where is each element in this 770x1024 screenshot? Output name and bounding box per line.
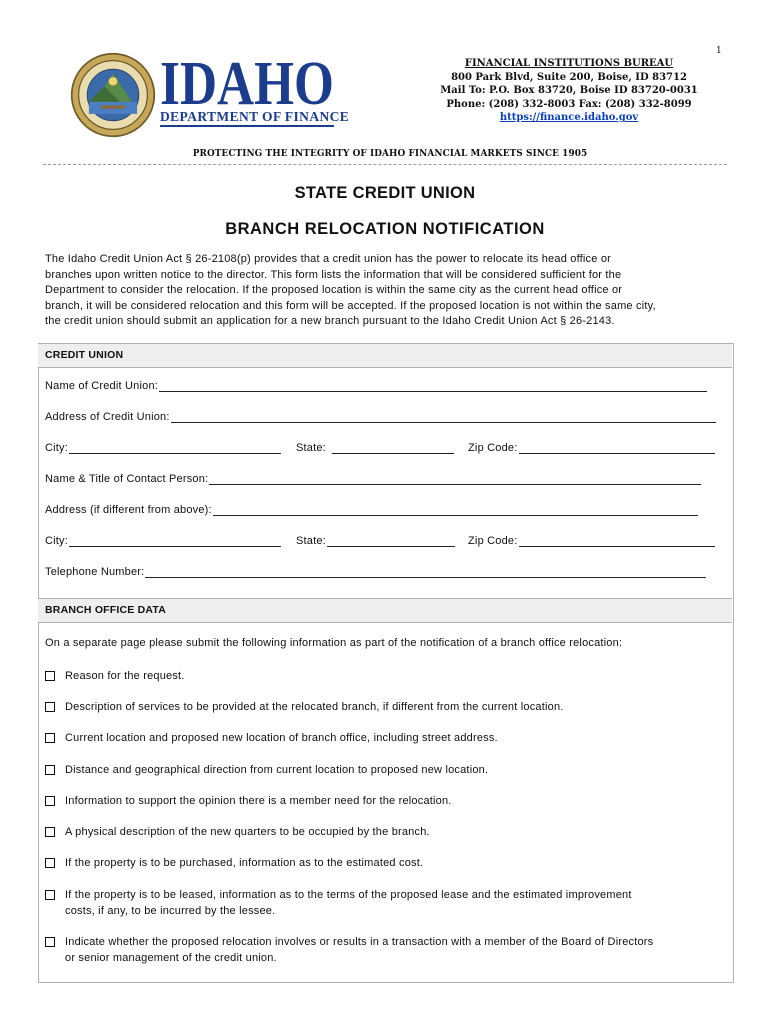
checkbox-icon[interactable]	[45, 858, 55, 868]
checklist-item-text-continued: or senior management of the credit union.	[65, 952, 277, 964]
bureau-title: FINANCIAL INSTITUTIONS BUREAU	[464, 58, 674, 69]
credit-union-address-field[interactable]	[45, 411, 716, 423]
alt-address-field[interactable]	[45, 504, 698, 516]
credit-union-name-line[interactable]	[159, 382, 707, 392]
intro-line: The Idaho Credit Union Act § 26-2108(p) provides that a credit union has the power to relocate its head office or	[45, 253, 611, 265]
state2-line[interactable]	[327, 537, 455, 547]
alt-address-line[interactable]	[213, 506, 698, 516]
zip-code2-line[interactable]	[519, 537, 715, 547]
checklist-item-text: If the property is to be purchased, information as to the estimated cost.	[65, 857, 424, 869]
intro-paragraph	[45, 252, 735, 330]
city-field[interactable]	[45, 442, 281, 454]
bureau-website-link[interactable]: https://finance.idaho.gov	[499, 112, 639, 124]
city2-field[interactable]	[45, 535, 281, 547]
checkbox-icon[interactable]	[45, 765, 55, 775]
checkbox-icon[interactable]	[45, 827, 55, 837]
intro-line: branch, it will be considered relocation and this form will be accepted. If the proposed location is not within the same city,	[45, 299, 656, 312]
form-title-line1: STATE CREDIT UNION	[294, 184, 476, 202]
checklist-item	[45, 855, 725, 871]
zip-code2-field[interactable]	[468, 535, 715, 547]
telephone-field[interactable]	[45, 566, 706, 578]
checklist-item	[45, 793, 725, 809]
city2-label: City:	[45, 535, 68, 547]
city2-line[interactable]	[69, 537, 281, 547]
checklist-item	[45, 730, 725, 746]
city-line[interactable]	[69, 444, 281, 454]
credit-union-address-label: Address of Credit Union:	[45, 411, 170, 423]
checklist-item	[45, 887, 725, 919]
state2-field[interactable]	[296, 535, 455, 547]
contact-person-label: Name & Title of Contact Person:	[45, 473, 209, 485]
checklist-item-text-continued: costs, if any, to be incurred by the lessee.	[65, 905, 276, 917]
checkbox-icon[interactable]	[45, 671, 55, 681]
state-field[interactable]	[296, 442, 454, 454]
checklist-item	[45, 668, 725, 684]
bureau-street-address: 800 Park Blvd, Suite 200, Boise, ID 83712	[451, 71, 687, 83]
credit-union-address-line[interactable]	[171, 413, 716, 423]
credit-union-name-label: Name of Credit Union:	[45, 380, 159, 392]
checkbox-icon[interactable]	[45, 796, 55, 806]
checkbox-icon[interactable]	[45, 733, 55, 743]
form-title-line2: BRANCH RELOCATION NOTIFICATION	[225, 220, 545, 238]
checklist-item	[45, 824, 725, 840]
checklist-item-text: Reason for the request.	[65, 670, 185, 682]
checklist-item-text: Current location and proposed new location of branch office, including street address.	[65, 732, 498, 744]
zip-code-label: Zip Code:	[468, 442, 518, 454]
city-label: City:	[45, 442, 68, 454]
checklist-item-text: Distance and geographical direction from current location to proposed new location.	[65, 764, 489, 776]
checklist-item-text: Information to support the opinion there is a member need for the relocation.	[65, 795, 452, 807]
telephone-label: Telephone Number:	[45, 566, 145, 578]
checklist-item	[45, 762, 725, 778]
intro-line: the credit union should submit an application for a new branch pursuant to the Idaho Credit Union Act § 26-2143.	[45, 315, 615, 328]
telephone-line[interactable]	[145, 568, 706, 578]
department-name: DEPARTMENT OF FINANCE	[160, 109, 350, 124]
zip-code-line[interactable]	[519, 444, 715, 454]
checkbox-icon[interactable]	[45, 937, 55, 947]
credit-union-name-field[interactable]	[45, 380, 707, 392]
state-line[interactable]	[332, 444, 454, 454]
intro-line: Department to consider the relocation. If the proposed location is within the same city as the current head office or	[45, 284, 623, 297]
contact-person-line[interactable]	[209, 475, 701, 485]
bureau-phone-fax: Phone: (208) 332-8003 Fax: (208) 332-8099	[446, 98, 692, 110]
idaho-state-seal-icon	[70, 52, 156, 138]
state2-label: State:	[296, 535, 326, 547]
intro-line: branches upon written notice to the director. This form lists the information that will be considered sufficient for the	[45, 268, 622, 281]
page-number: 1	[716, 46, 722, 56]
bureau-address-block	[430, 57, 708, 125]
zip-code-field[interactable]	[468, 442, 715, 454]
checklist-item-text: A physical description of the new quarters to be occupied by the branch.	[65, 826, 430, 838]
contact-person-field[interactable]	[45, 473, 701, 485]
bureau-mailing-address: Mail To: P.O. Box 83720, Boise ID 83720-0031	[440, 85, 698, 97]
state-label: State:	[296, 442, 326, 454]
checklist-item-text: If the property is to be leased, information as to the terms of the proposed lease and the estimated improvement	[65, 889, 632, 901]
branch-instruction: On a separate page please submit the following information as part of the notification of a branch office relocation:	[45, 637, 623, 649]
zip-code2-label: Zip Code:	[468, 535, 518, 547]
branch-office-section-header: BRANCH OFFICE DATA	[38, 598, 732, 623]
department-underline	[160, 125, 334, 127]
checkbox-icon[interactable]	[45, 702, 55, 712]
credit-union-section-header: CREDIT UNION	[38, 343, 732, 368]
checklist-item	[45, 934, 725, 966]
alt-address-label: Address (if different from above):	[45, 504, 212, 516]
checklist-item	[45, 699, 725, 715]
header-divider	[43, 164, 727, 165]
checkbox-icon[interactable]	[45, 890, 55, 900]
motto: PROTECTING THE INTEGRITY OF IDAHO FINANCIAL MARKETS SINCE 1905	[192, 149, 588, 159]
checklist-item-text: Description of services to be provided at the relocated branch, if different from the current location.	[65, 701, 564, 713]
checklist-item-text: Indicate whether the proposed relocation involves or results in a transaction with a member of the Board of Directors	[65, 936, 654, 948]
logo-word: IDAHO	[160, 52, 334, 118]
